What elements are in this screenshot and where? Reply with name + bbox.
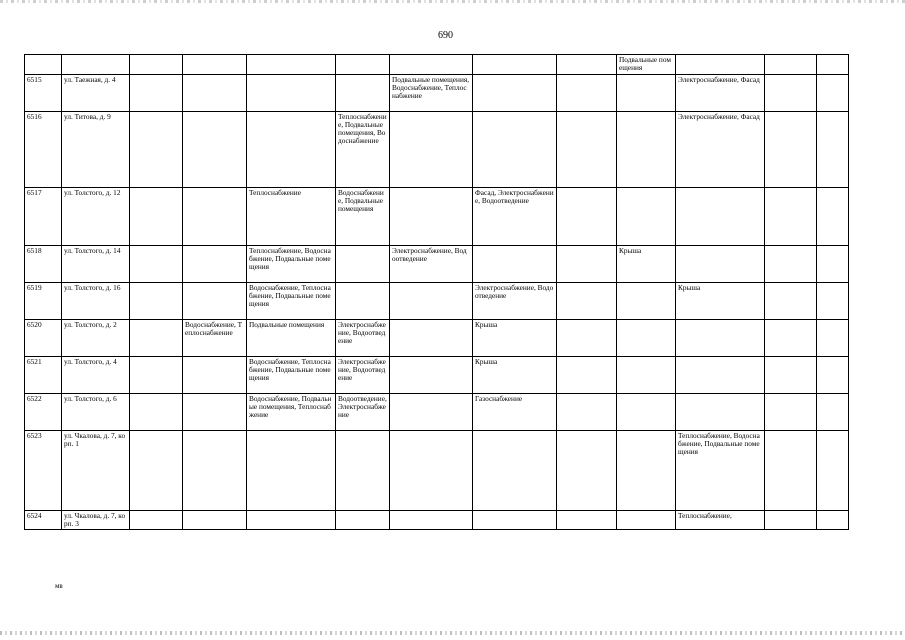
work-type-cell: Электроснабжение, Водоотведение xyxy=(336,319,390,356)
work-type-cell: Крыша xyxy=(473,356,557,393)
header-cell xyxy=(390,55,473,75)
work-type-cell xyxy=(473,430,557,510)
scan-edge-top xyxy=(0,0,905,3)
work-type-cell xyxy=(130,74,183,111)
work-type-cell xyxy=(130,282,183,319)
work-type-cell: Водоснабжение, Теплоснабжение, Подвальные помещения xyxy=(247,282,336,319)
row-number-cell: 6517 xyxy=(25,187,62,245)
work-type-cell xyxy=(617,282,676,319)
work-type-cell xyxy=(390,510,473,530)
work-type-cell xyxy=(765,111,817,187)
work-type-cell xyxy=(247,510,336,530)
work-type-cell xyxy=(557,111,617,187)
address-cell: ул. Толстого, д. 12 xyxy=(62,187,130,245)
work-type-cell: Теплоснабжение, xyxy=(676,510,765,530)
work-type-cell xyxy=(557,74,617,111)
work-type-cell xyxy=(765,245,817,282)
table-row xyxy=(25,430,849,510)
row-number-cell: 6524 xyxy=(25,510,62,530)
page-number: 690 xyxy=(438,30,453,41)
work-type-cell xyxy=(183,74,247,111)
work-type-cell xyxy=(183,187,247,245)
row-number-cell: 6516 xyxy=(25,111,62,187)
work-type-cell: Газоснабжение xyxy=(473,393,557,430)
work-type-cell xyxy=(473,510,557,530)
work-type-cell: Крыша xyxy=(473,319,557,356)
work-type-cell xyxy=(617,319,676,356)
empty-cell xyxy=(817,356,849,393)
address-cell: ул. Толстого, д. 16 xyxy=(62,282,130,319)
table-row xyxy=(25,282,849,319)
work-type-cell xyxy=(130,393,183,430)
work-type-cell xyxy=(617,187,676,245)
header-cell: Подвальные помещения xyxy=(617,55,676,75)
table-row xyxy=(25,319,849,356)
work-type-cell: Электроснабжение, Фасад xyxy=(676,74,765,111)
work-type-cell: Электроснабжение, Водоотведение xyxy=(336,356,390,393)
work-type-cell xyxy=(390,356,473,393)
header-cell xyxy=(557,55,617,75)
work-type-cell: Электроснабжение, Водоотведение xyxy=(390,245,473,282)
work-type-cell xyxy=(247,111,336,187)
empty-cell xyxy=(817,187,849,245)
row-number-cell: 6519 xyxy=(25,282,62,319)
work-type-cell xyxy=(390,319,473,356)
work-type-cell xyxy=(557,430,617,510)
work-type-cell xyxy=(336,430,390,510)
work-type-cell xyxy=(247,74,336,111)
row-number-cell: 6515 xyxy=(25,74,62,111)
header-row xyxy=(25,55,849,75)
work-type-cell xyxy=(130,356,183,393)
work-type-cell: Электроснабжение, Фасад xyxy=(676,111,765,187)
scan-edge-bottom xyxy=(0,631,905,635)
header-cell xyxy=(336,55,390,75)
work-type-cell xyxy=(473,111,557,187)
work-type-cell xyxy=(676,356,765,393)
work-type-cell xyxy=(676,319,765,356)
work-type-cell xyxy=(557,393,617,430)
work-type-cell xyxy=(617,430,676,510)
work-type-cell: Водоснабжение, Подвальные помещения, Теплоснабжение xyxy=(247,393,336,430)
work-type-cell: Водоснабжение, Теплоснабжение, Подвальные помещения xyxy=(247,356,336,393)
empty-cell xyxy=(817,393,849,430)
empty-cell xyxy=(817,245,849,282)
row-number-cell: 6522 xyxy=(25,393,62,430)
empty-cell xyxy=(817,282,849,319)
empty-cell xyxy=(817,111,849,187)
work-type-cell xyxy=(676,393,765,430)
work-type-cell xyxy=(557,187,617,245)
work-type-cell xyxy=(617,356,676,393)
work-type-cell xyxy=(617,510,676,530)
header-cell xyxy=(676,55,765,75)
work-type-cell xyxy=(557,245,617,282)
work-type-cell xyxy=(765,282,817,319)
work-type-cell xyxy=(676,245,765,282)
empty-cell xyxy=(817,74,849,111)
header-cell xyxy=(473,55,557,75)
work-type-cell xyxy=(557,282,617,319)
work-type-cell xyxy=(183,356,247,393)
row-number-cell: 6520 xyxy=(25,319,62,356)
table-row xyxy=(25,74,849,111)
work-type-cell xyxy=(336,282,390,319)
work-type-cell xyxy=(473,245,557,282)
work-type-cell: Водоотведение, Электроснабжение xyxy=(336,393,390,430)
work-type-cell: Подвальные помещения, Водоснабжение, Теплоснабжение xyxy=(390,74,473,111)
work-type-cell xyxy=(130,111,183,187)
work-type-cell xyxy=(676,187,765,245)
row-number-cell: 6521 xyxy=(25,356,62,393)
address-cell: ул. Толстого, д. 6 xyxy=(62,393,130,430)
address-cell: ул. Титова, д. 9 xyxy=(62,111,130,187)
work-type-cell xyxy=(130,510,183,530)
work-type-cell xyxy=(390,187,473,245)
work-type-cell xyxy=(336,510,390,530)
work-type-cell: Крыша xyxy=(617,245,676,282)
table-row xyxy=(25,356,849,393)
repair-schedule-table xyxy=(24,54,849,530)
work-type-cell xyxy=(617,393,676,430)
work-type-cell xyxy=(617,74,676,111)
address-cell: ул. Чкалова, д. 7, корп. 1 xyxy=(62,430,130,510)
empty-cell xyxy=(817,430,849,510)
address-cell: ул. Толстого, д. 14 xyxy=(62,245,130,282)
work-type-cell xyxy=(130,245,183,282)
work-type-cell: Электроснабжение, Водоотведение xyxy=(473,282,557,319)
work-type-cell xyxy=(130,319,183,356)
work-type-cell xyxy=(183,430,247,510)
work-type-cell xyxy=(765,74,817,111)
work-type-cell xyxy=(336,245,390,282)
header-cell xyxy=(130,55,183,75)
row-number-cell: 6518 xyxy=(25,245,62,282)
work-type-cell xyxy=(183,510,247,530)
table-row xyxy=(25,111,849,187)
work-type-cell xyxy=(557,319,617,356)
address-cell: ул. Толстого, д. 4 xyxy=(62,356,130,393)
work-type-cell xyxy=(183,245,247,282)
work-type-cell: Подвальные помещения xyxy=(247,319,336,356)
address-cell: ул. Чкалова, д. 7, корп. 3 xyxy=(62,510,130,530)
header-cell xyxy=(62,55,130,75)
work-type-cell: Теплоснабжение, Подвальные помещения, Водоснабжение xyxy=(336,111,390,187)
table-row xyxy=(25,393,849,430)
header-cell xyxy=(183,55,247,75)
work-type-cell xyxy=(473,74,557,111)
work-type-cell xyxy=(557,356,617,393)
work-type-cell xyxy=(247,430,336,510)
work-type-cell xyxy=(183,111,247,187)
work-type-cell xyxy=(390,111,473,187)
work-type-cell xyxy=(617,111,676,187)
work-type-cell xyxy=(390,393,473,430)
work-type-cell xyxy=(390,430,473,510)
table-row xyxy=(25,187,849,245)
work-type-cell xyxy=(130,187,183,245)
work-type-cell xyxy=(765,319,817,356)
header-cell xyxy=(247,55,336,75)
work-type-cell: Крыша xyxy=(676,282,765,319)
header-cell xyxy=(817,55,849,75)
row-number-cell: 6523 xyxy=(25,430,62,510)
work-type-cell: Водоснабжение, Теплоснабжение xyxy=(183,319,247,356)
empty-cell xyxy=(817,510,849,530)
header-cell xyxy=(765,55,817,75)
work-type-cell xyxy=(183,282,247,319)
work-type-cell xyxy=(765,510,817,530)
work-type-cell xyxy=(183,393,247,430)
work-type-cell: Теплоснабжение, Водоснабжение, Подвальные помещения xyxy=(676,430,765,510)
address-cell: ул. Таежная, д. 4 xyxy=(62,74,130,111)
work-type-cell: Теплоснабжение xyxy=(247,187,336,245)
work-type-cell xyxy=(765,187,817,245)
work-type-cell xyxy=(557,510,617,530)
table-row xyxy=(25,510,849,530)
work-type-cell xyxy=(765,430,817,510)
empty-cell xyxy=(817,319,849,356)
work-type-cell: Фасад, Электроснабжение, Водоотведение xyxy=(473,187,557,245)
work-type-cell: Водоснабжение, Подвальные помещения xyxy=(336,187,390,245)
work-type-cell xyxy=(130,430,183,510)
work-type-cell xyxy=(765,356,817,393)
work-type-cell xyxy=(390,282,473,319)
work-type-cell xyxy=(765,393,817,430)
work-type-cell: Теплоснабжение, Водоснабжение, Подвальные помещения xyxy=(247,245,336,282)
footer-mark: мв xyxy=(55,582,63,590)
header-cell xyxy=(25,55,62,75)
address-cell: ул. Толстого, д. 2 xyxy=(62,319,130,356)
table-row xyxy=(25,245,849,282)
work-type-cell xyxy=(336,74,390,111)
